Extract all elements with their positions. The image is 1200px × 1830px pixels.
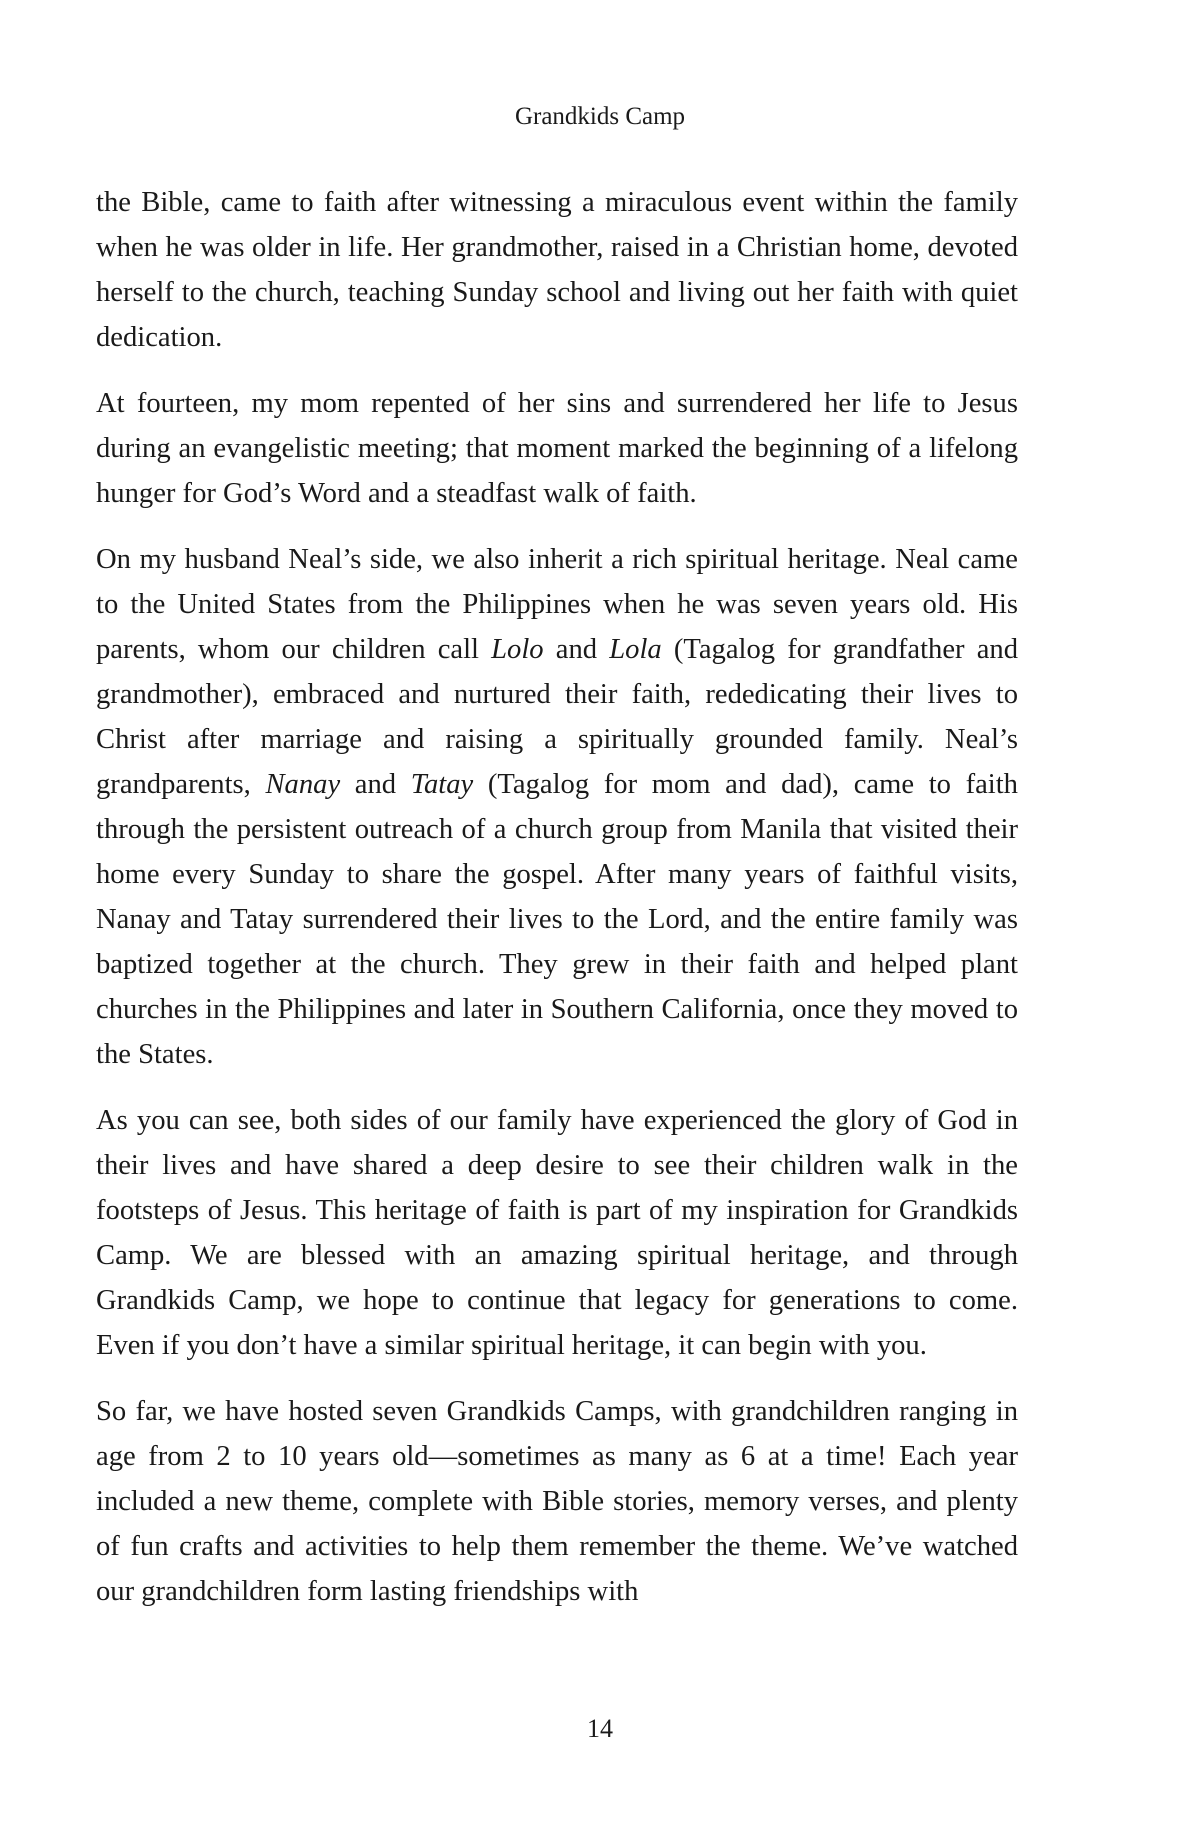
running-header: Grandkids Camp — [514, 103, 686, 130]
paragraph-1: the Bible, came to faith after witnessing a miraculous event within the family when he was older in life. Her grandmother, raised in a Christian home, devoted herself to the church, teaching Sunday school and living out her faith with quiet dedication. — [96, 187, 1018, 353]
paragraph-3-text-3: (Tagalog for grandfather and grandmother), embraced and nurtured their faith, rededicating their lives to Christ after marriage and raising a spiritually grounded family. Neal’s grandparents, — [96, 634, 1019, 800]
body-text — [96, 180, 1018, 1635]
term-lolo: Lolo — [491, 634, 544, 665]
term-lola: Lola — [609, 634, 662, 665]
term-tatay: Tatay — [410, 769, 474, 800]
paragraph-3-text-5: (Tagalog for mom and dad), came to faith through the persistent outreach of a church group from Manila that visited their home every Sunday to share the gospel. After many years of faithful visits, Nanay and Tatay surrendered their lives to the Lord, and the entire family was baptized together at the church. They grew in their faith and helped plant churches in the Philippines and later in Southern California, once they moved to the States. — [96, 769, 1018, 1070]
paragraph-5: So far, we have hosted seven Grandkids Camps, with grandchildren ranging in age from 2 to 10 years old—sometimes as many as 6 at a time! Each year included a new theme, complete with Bible stories, memory verses, and plenty of fun crafts and activities to help them remember the theme. We’ve watched our grandchildren form lasting friendships with — [96, 1396, 1018, 1607]
paragraph-3-text-1: On my husband Neal’s side, we also inherit a rich spiritual heritage. Neal came to the United States from the Philippines when he was seven years old. His parents, whom our children call — [96, 544, 1018, 665]
paragraph-3-text-2: and — [543, 634, 610, 665]
paragraph-2: At fourteen, my mom repented of her sins and surrendered her life to Jesus during an evangelistic meeting; that moment marked the beginning of a lifelong hunger for God’s Word and a steadfast walk of faith. — [96, 388, 1018, 509]
page-number: 14 — [587, 1714, 613, 1743]
term-nanay: Nanay — [265, 769, 341, 800]
paragraph-4: As you can see, both sides of our family have experienced the glory of God in their lives and have shared a deep desire to see their children walk in the footsteps of Jesus. This heritage of faith is part of my inspiration for Grandkids Camp. We are blessed with an amazing spiritual heritage, and through Grandkids Camp, we hope to continue that legacy for generations to come. Even if you don’t have a similar spiritual heritage, it can begin with you. — [96, 1105, 1018, 1361]
paragraph-3-text-4: and — [340, 769, 411, 800]
paragraph-3 — [96, 537, 1018, 1077]
